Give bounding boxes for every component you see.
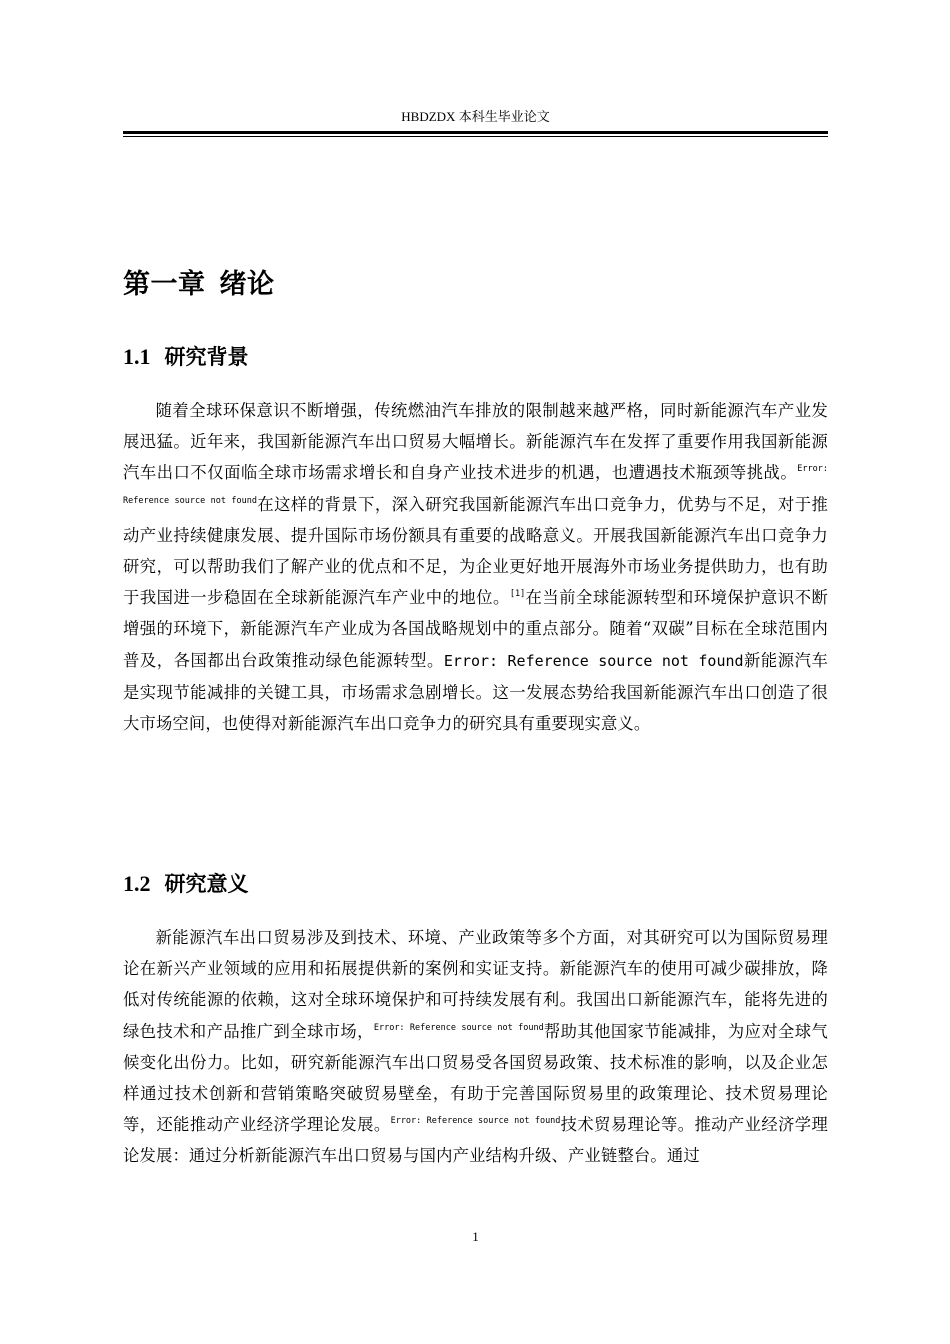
chapter-name: 绪论 <box>219 269 275 300</box>
chapter-title <box>123 262 275 301</box>
paragraph-text: 随着全球环保意识不断增强，传统燃油汽车排放的限制越来越严格，同时新能源汽车产业发展迅猛。近年来，我国新能源汽车出口贸易大幅增长。新能源汽车在发挥了重要作用我国新能源汽车出口不仅面临全球市场需求增长和自身产业技术进步的机遇，也遭遇技术瓶颈等挑战。 <box>123 401 828 483</box>
paragraph-text: 帮助其他国家节能减排，为应对全球气候变化出份力。比如，研究新能源汽车出口贸易受各国贸易政策、技术标准的影响，以及企业怎样通过技术创新和营销策略突破贸易壁垒，有助于完善国际贸易里的政策理论、技术贸易理论等，还能推动产业经济学理论发展。 <box>123 1021 828 1135</box>
paragraph-text: 在当前全球能源转型和环境保护意识不断增强的环境下，新能源汽车产业成为各国战略规划中的重点部分。随着“双碳”目标在全球范围内普及，各国都出台政策推动绿色能源转型。 <box>123 588 828 670</box>
citation-error: Error: Reference source not found <box>373 1022 544 1033</box>
section-heading-1-2 <box>123 868 249 898</box>
citation-ref: [1] <box>509 589 526 600</box>
header-rule-thick <box>123 131 828 134</box>
citation-error-inline: Error: Reference source not found <box>443 651 744 670</box>
page-number: 1 <box>472 1229 479 1244</box>
section-title-text: 研究意义 <box>164 872 249 896</box>
citation-error: Error: Reference source not found <box>390 1116 561 1127</box>
paragraph-text: 新能源汽车是实现节能减排的关键工具，市场需求急剧增长。这一发展态势给我国新能源汽车出口创造了很大市场空间，也使得对新能源汽车出口竞争力的研究具有重要现实意义。 <box>123 650 828 734</box>
section-heading-1-1 <box>123 341 249 371</box>
paragraph-text: 在这样的背景下，深入研究我国新能源汽车出口竞争力，优势与不足，对于推动产业持续健康发展、提升国际市场份额具有重要的战略意义。开展我国新能源汽车出口竞争力研究，可以帮助我们了解产业的优点和不足，为企业更好地开展海外市场业务提供助力，也有助于我国进一步稳固在全球新能源汽车产业中的地位。 <box>123 494 828 608</box>
paragraph-research-background <box>123 395 828 739</box>
chapter-number: 第一章 <box>123 269 206 300</box>
section-number: 1.1 <box>123 344 151 369</box>
paragraph-text: 新能源汽车出口贸易涉及到技术、环境、产业政策等多个方面，对其研究可以为国际贸易理论在新兴产业领域的应用和拓展提供新的案例和实证支持。新能源汽车的使用可减少碳排放，降低对传统能源的依赖，这对全球环境保护和可持续发展有利。我国出口新能源汽车，能将先进的绿色技术和产品推广到全球市场， <box>123 928 828 1041</box>
paragraph-text: 技术贸易理论等。推动产业经济学理论发展：通过分析新能源汽车出口贸易与国内产业结构升级、产业链整台。通过 <box>123 1115 828 1166</box>
section-title-text: 研究背景 <box>164 345 249 369</box>
header-rule-thin <box>123 136 828 137</box>
section-number: 1.2 <box>123 871 151 896</box>
running-header: HBDZDX 本科生毕业论文 <box>401 109 550 124</box>
citation-error: Error: Reference source not found <box>123 464 828 506</box>
paragraph-research-significance <box>123 922 828 1172</box>
